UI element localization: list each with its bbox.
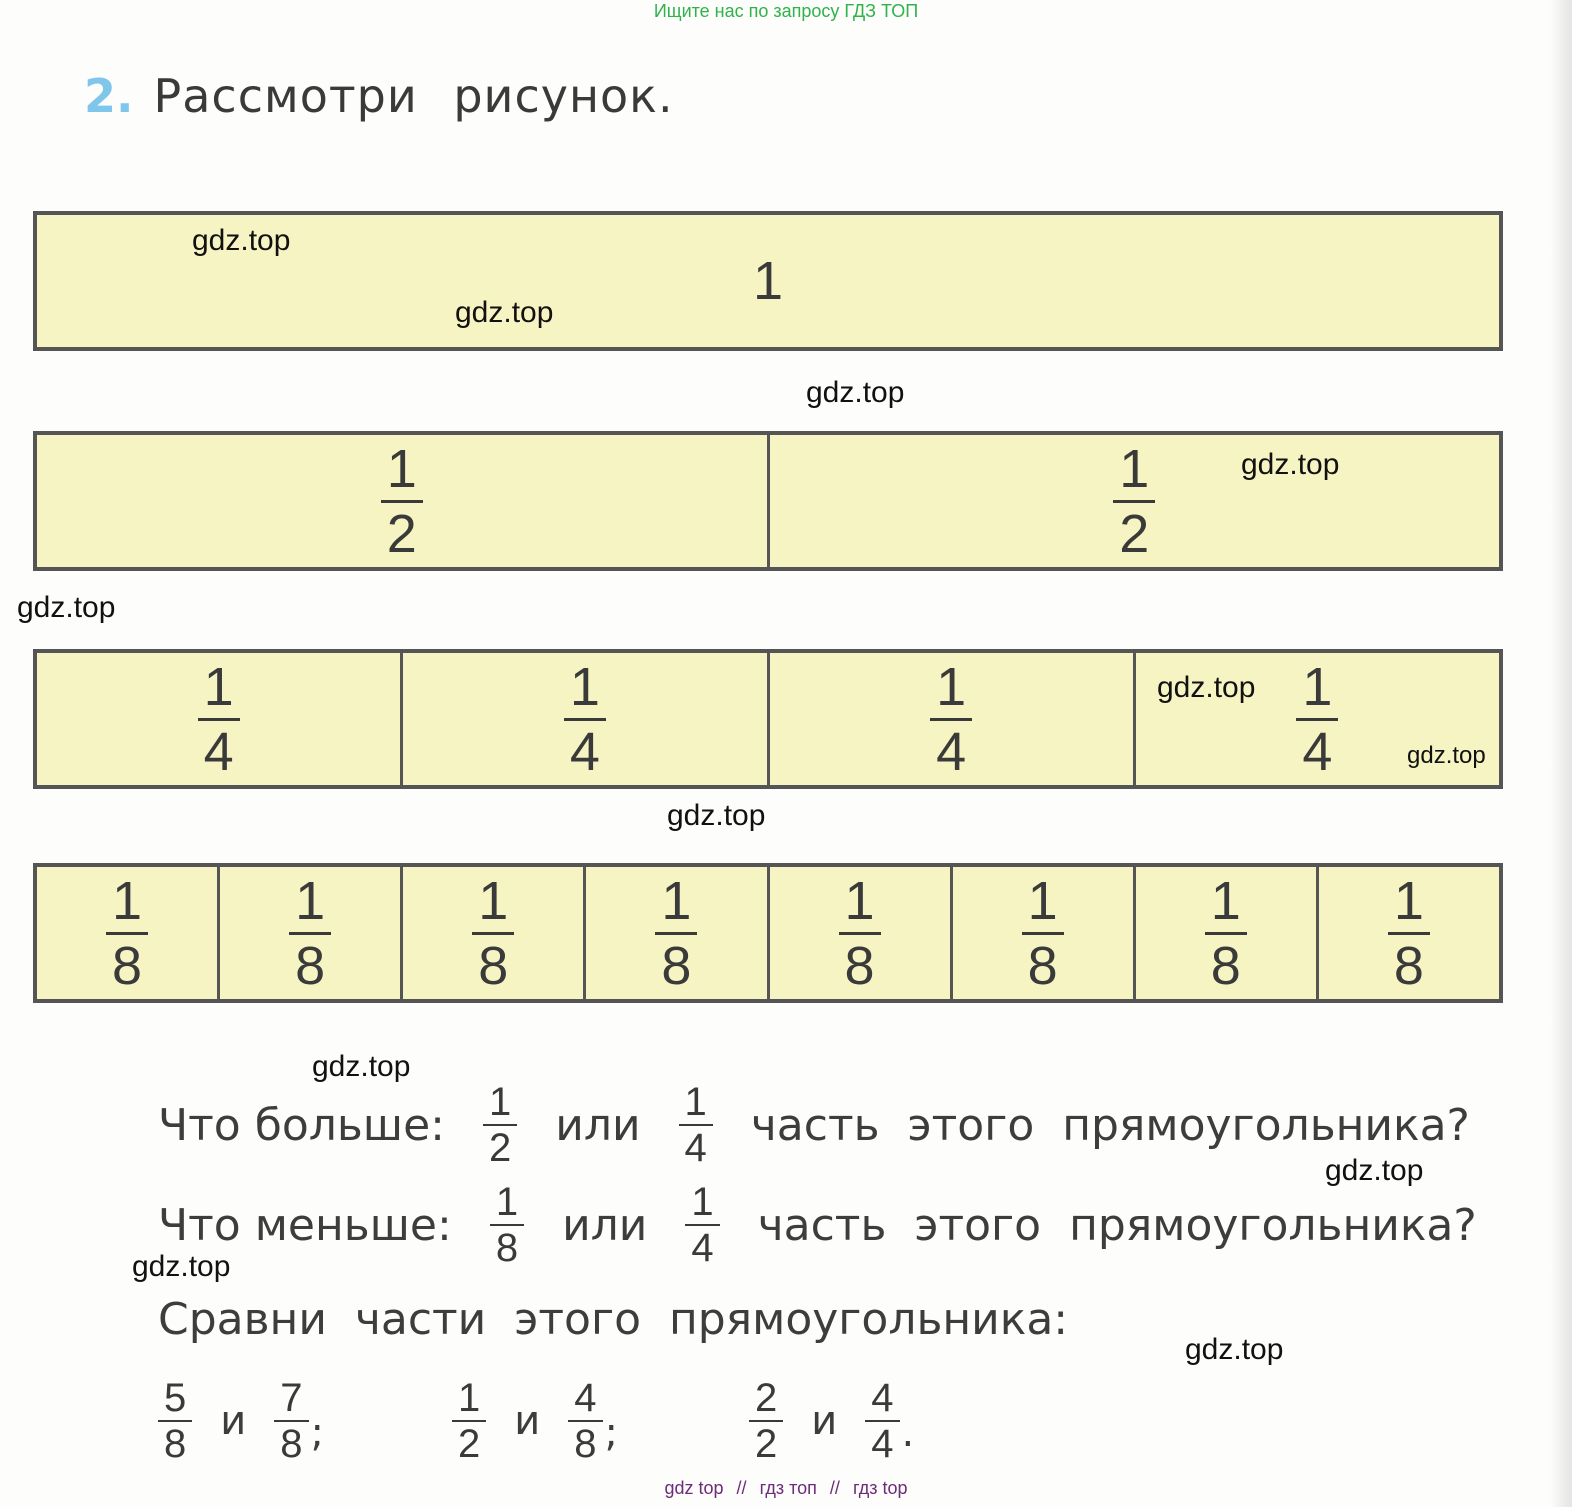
question-fraction: $\frac{1}{8}$ — [490, 1182, 524, 1268]
strip-eighths — [33, 863, 1503, 1003]
strip-cell — [37, 435, 770, 567]
watermark: gdz.top — [17, 591, 116, 624]
question-fraction: $\frac{1}{4}$ — [685, 1182, 719, 1268]
bottom-banner-link[interactable]: гдз top — [852, 1478, 908, 1498]
strip-cell — [403, 867, 586, 999]
fraction-one-half: $\frac{1}{2}$ — [381, 442, 423, 561]
fraction-one-eighth: $\frac{1}{8}$ — [106, 874, 148, 993]
comparison-fraction: $\frac{4}{4}$ — [865, 1378, 899, 1464]
strip-cell — [1136, 867, 1319, 999]
comparison-fraction: $\frac{5}{8}$ — [158, 1378, 192, 1464]
bottom-banner-separator: // — [736, 1478, 747, 1498]
fraction-one-eighth: $\frac{1}{8}$ — [1388, 874, 1430, 993]
question-fraction: $\frac{1}{4}$ — [679, 1082, 713, 1168]
watermark: gdz.top — [1407, 742, 1486, 769]
question-compare — [158, 1294, 1068, 1345]
fraction-one-eighth: $\frac{1}{8}$ — [655, 874, 697, 993]
comparison-fraction: $\frac{4}{8}$ — [568, 1378, 602, 1464]
strip-cell — [220, 867, 403, 999]
fraction-one-quarter: $\frac{1}{4}$ — [564, 660, 606, 779]
comparison-conj: и — [811, 1398, 838, 1444]
strip-cell — [586, 867, 769, 999]
fraction-one-eighth: $\frac{1}{8}$ — [839, 874, 881, 993]
comparison-fraction: $\frac{2}{2}$ — [749, 1378, 783, 1464]
watermark: gdz.top — [667, 799, 766, 832]
question-fraction: $\frac{1}{2}$ — [483, 1082, 517, 1168]
watermark: gdz.top — [132, 1250, 231, 1283]
watermark: gdz.top — [1185, 1333, 1284, 1366]
strip-cell — [770, 653, 1136, 785]
question-lead: Что больше: — [158, 1099, 445, 1151]
bottom-banner-separator: // — [829, 1478, 840, 1498]
question-tail: часть этого прямоугольника? — [750, 1099, 1470, 1151]
task-number: 2. — [84, 69, 134, 123]
strip-cell — [37, 867, 220, 999]
fraction-one-quarter: $\frac{1}{4}$ — [198, 660, 240, 779]
strip-cell — [1319, 867, 1499, 999]
top-banner[interactable]: Ищите нас по запросу ГДЗ ТОП — [653, 1, 919, 21]
comparison-punct: ; — [310, 1410, 324, 1456]
comparison-pair — [452, 1378, 618, 1464]
comparison-pair — [158, 1378, 324, 1464]
strip-cell — [953, 867, 1136, 999]
bottom-banner-link[interactable]: gdz top — [664, 1478, 724, 1498]
question-conj: или — [555, 1099, 641, 1151]
question-lead: Что меньше: — [158, 1199, 452, 1251]
question-conj: или — [562, 1199, 648, 1251]
bottom-banner-link[interactable]: гдз топ — [759, 1478, 817, 1498]
strip-cell — [403, 653, 769, 785]
bottom-banner[interactable] — [0, 1477, 1572, 1499]
fraction-one-quarter: $\frac{1}{4}$ — [1296, 660, 1338, 779]
watermark: gdz.top — [1325, 1154, 1424, 1187]
strip-cell — [37, 653, 403, 785]
watermark: gdz.top — [192, 224, 291, 257]
comparison-punct: . — [901, 1410, 915, 1456]
task-title: Рассмотри рисунок. — [153, 69, 674, 123]
question-tail: часть этого прямоугольника? — [757, 1199, 1477, 1251]
strip-cell — [770, 435, 1500, 567]
question-bigger — [158, 1082, 1508, 1168]
watermark: gdz.top — [1157, 671, 1256, 704]
comparison-conj: и — [514, 1398, 541, 1444]
comparison-fraction: $\frac{7}{8}$ — [274, 1378, 308, 1464]
whole-label: 1 — [752, 251, 784, 311]
watermark: gdz.top — [312, 1050, 411, 1083]
watermark: gdz.top — [806, 376, 905, 409]
fraction-one-quarter: $\frac{1}{4}$ — [930, 660, 972, 779]
fraction-one-eighth: $\frac{1}{8}$ — [472, 874, 514, 993]
fraction-one-eighth: $\frac{1}{8}$ — [289, 874, 331, 993]
strip-quarters — [33, 649, 1503, 789]
task-header — [84, 66, 674, 126]
question-smaller — [158, 1182, 1515, 1268]
watermark: gdz.top — [455, 296, 554, 329]
strip-cell — [770, 867, 953, 999]
fraction-one-eighth: $\frac{1}{8}$ — [1022, 874, 1064, 993]
comparison-punct: ; — [604, 1410, 618, 1456]
fraction-one-eighth: $\frac{1}{8}$ — [1205, 874, 1247, 993]
question-compare-text: Сравни части этого прямоугольника: — [158, 1294, 1069, 1345]
fraction-one-half: $\frac{1}{2}$ — [1113, 442, 1155, 561]
comparison-conj: и — [220, 1398, 247, 1444]
comparison-pair — [749, 1378, 914, 1464]
watermark: gdz.top — [1241, 448, 1340, 481]
page-edge-shadow — [1550, 0, 1572, 1507]
comparison-fraction: $\frac{1}{2}$ — [452, 1378, 486, 1464]
